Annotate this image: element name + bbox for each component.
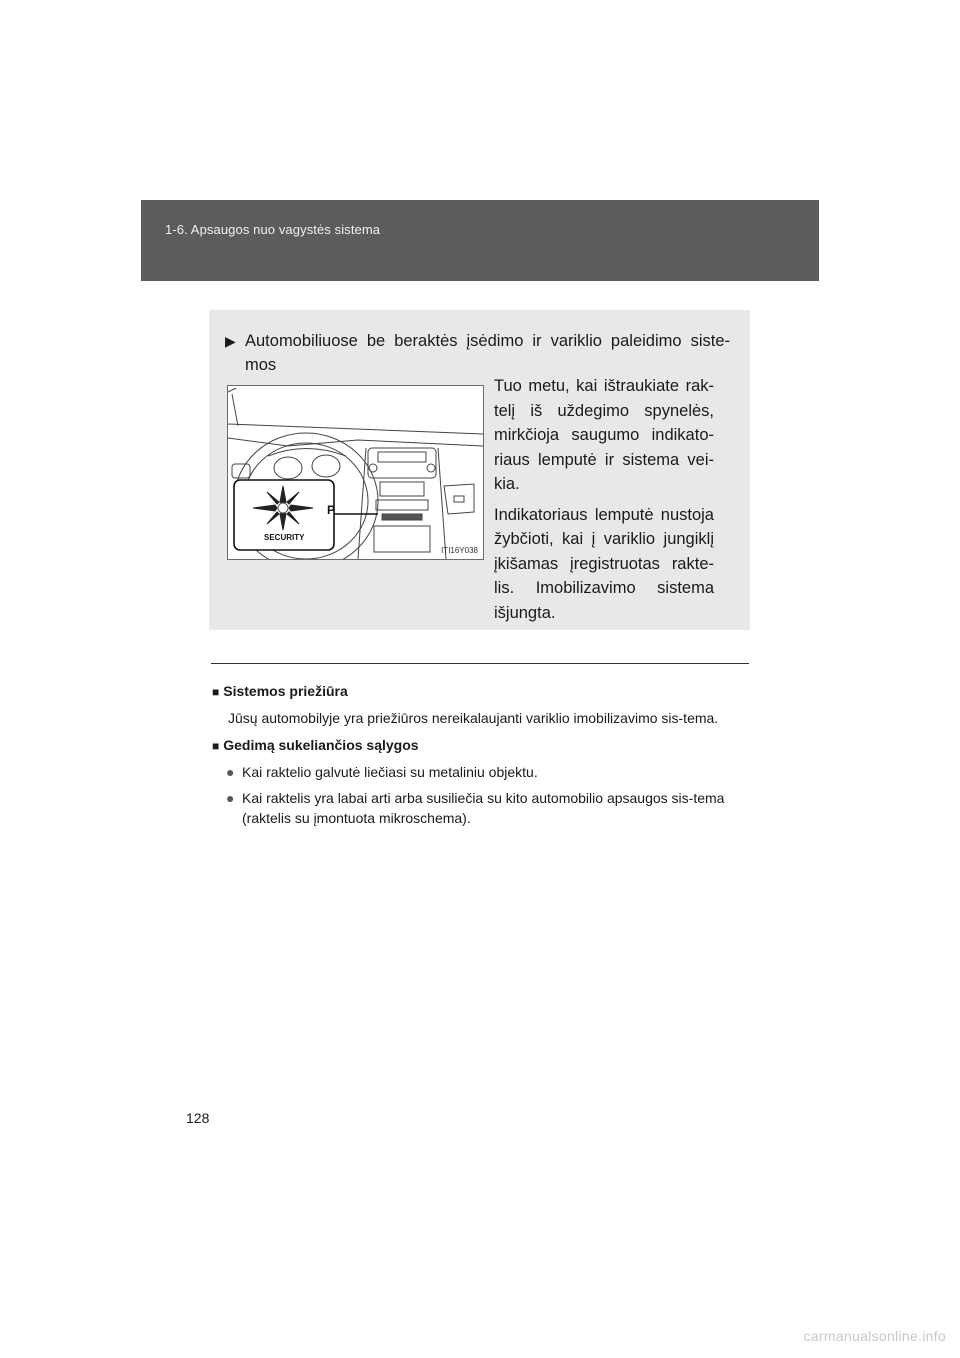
note-body-maintenance: Jūsų automobilyje yra priežiūros nereikalaujanti variklio imobilizavimo sis-tema. [228, 710, 719, 726]
square-bullet-icon: ■ [212, 685, 220, 699]
panel-paragraph-2: Indikatoriaus lemputė nustoja žybčioti, kai į variklio jungiklį įkišamas įregistruotas rakte-lis. Imobilizavimo sistema išjungta. [494, 505, 714, 622]
arrow-right-icon: ▶ [225, 333, 236, 349]
dashboard-drawing [228, 386, 483, 559]
security-label: SECURITY [264, 533, 305, 542]
figure-code: ITI16Y038 [441, 546, 478, 555]
note-title-conditions: ■ Gedimą sukeliančios sąlygos [212, 737, 419, 753]
square-bullet-icon: ■ [212, 739, 220, 753]
section-header [141, 200, 819, 281]
list-item: ● Kai raktelio galvutė liečiasi su metaliniu objektu. [226, 764, 538, 780]
panel-heading-text: Automobiliuose be beraktės įsėdimo ir variklio paleidimo siste-mos [245, 332, 730, 374]
circle-bullet-icon: ● [226, 764, 235, 780]
panel-heading [225, 329, 730, 377]
note-title-maintenance: ■ Sistemos priežiūra [212, 683, 348, 699]
info-panel [209, 310, 750, 630]
divider [211, 663, 749, 664]
list-item: ● Kai raktelis yra labai arti arba susiliečia su kito automobilio apsaugos sis-tema (raktelis su įmontuota mikroschema). [226, 790, 725, 826]
panel-paragraph-1: Tuo metu, kai ištraukiate rak-telį iš uždegimo spynelės, mirkčioja saugumo indikato-riaus lemputė ir sistema vei-kia. [494, 377, 714, 493]
panel-text [494, 374, 714, 631]
page-number: 128 [186, 1110, 210, 1126]
watermark: carmanualsonline.info [803, 1328, 946, 1344]
svg-text:P: P [327, 503, 336, 517]
dashboard-illustration [227, 385, 484, 560]
circle-bullet-icon: ● [226, 790, 235, 806]
notes-section [212, 681, 744, 834]
section-title: 1-6. Apsaugos nuo vagystės sistema [165, 222, 381, 237]
